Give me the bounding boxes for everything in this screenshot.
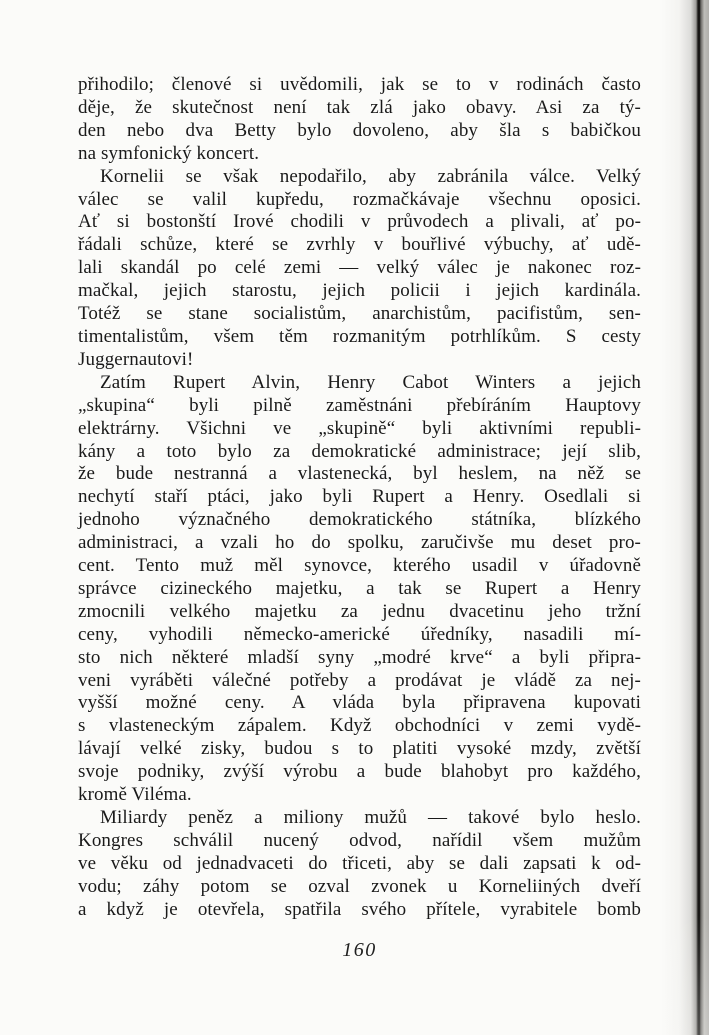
text-line: Ať si bostonští Irové chodili v průvodech a plivali, ať po- (78, 211, 641, 233)
text-line: správce cizineckého majetku, a tak se Rupert a Henry (78, 577, 641, 599)
text-line: vodu; záhy potom se ozval zvonek u Korneliiných dveří (78, 875, 641, 897)
text-line: Totéž se stane socialistům, anarchistům, pacifistům, sen- (78, 303, 641, 325)
text-line: s vlasteneckým zápalem. Když obchodníci v zemi vydě- (78, 715, 641, 737)
text-line: veni vyráběti válečné potřeby a prodávat je vládě za nej- (78, 669, 641, 691)
text-line: „skupina“ byli pilně zaměstnáni přebíráním Hauptovy (78, 394, 641, 416)
text-line: sto nich některé mladší syny „modré krve“ a byli připra- (78, 646, 641, 668)
text-line: válec se valil kupředu, rozmačkávaje všechnu oposici. (78, 188, 641, 210)
text-line: Juggernautovi! (78, 348, 194, 370)
text-line: lali skandál po celé zemi — velký válec je nakonec roz- (78, 257, 641, 279)
paragraph (78, 372, 641, 807)
text-line: děje, že skutečnost není tak zlá jako obavy. Asi za tý- (78, 96, 641, 118)
paragraph (78, 74, 641, 166)
text-line: a když je otevřela, spatřila svého přítele, vyrabitele bomb (78, 898, 641, 920)
text-line: cent. Tento muž měl synovce, kterého usadil v úřadovně (78, 555, 641, 577)
text-line: Miliardy peněz a miliony mužů — takové bylo heslo. (100, 807, 641, 828)
text-line: svoje podniky, zvýší výrobu a bude blahobyt pro každého, (78, 761, 641, 783)
text-block (78, 74, 641, 922)
text-line: Zatím Rupert Alvin, Henry Cabot Winters a jejich (100, 371, 641, 393)
text-line: nechytí staří ptáci, jako byli Rupert a Henry. Osedlali si (78, 486, 641, 508)
text-line: timentalistům, všem těm rozmanitým potrhlíkům. S cesty (78, 325, 641, 347)
text-line: lávají velké zisky, budou s to platiti vysoké mzdy, zvětší (78, 738, 641, 760)
text-line: vyšší možné ceny. A vláda byla připravena kupovati (78, 692, 641, 714)
text-line: řádali schůze, které se zvrhly v bouřlivé výbuchy, ať udě- (78, 234, 641, 256)
text-line: Kornelii se však nepodařilo, aby zabránila válce. Velký (100, 165, 641, 187)
text-line: zmocnili velkého majetku za jednu dvacetinu jeho tržní (78, 600, 641, 622)
text-line: na symfonický koncert. (78, 142, 260, 164)
text-line: elektrárny. Všichni ve „skupině“ byli aktivními republi- (78, 417, 641, 439)
text-line: administraci, a vzali ho do spolku, zaručivše mu deset pro- (78, 532, 641, 554)
text-line: jednoho význačného demokratického státníka, blízkého (78, 509, 641, 531)
paragraph (78, 166, 641, 372)
text-line: ve věku od jednadvaceti do třiceti, aby se dali zapsati k od- (78, 852, 641, 874)
text-line: ceny, vyhodili německo-americké úředníky, nasadili mí- (78, 623, 641, 645)
text-line: že bude nestranná a vlastenecká, byl heslem, na něž se (78, 463, 641, 485)
text-line: Kongres schválil nucený odvod, nařídil všem mužům (78, 829, 641, 851)
page-edge-shadow (661, 0, 709, 1035)
paragraph (78, 807, 641, 922)
text-line: mačkal, jejich starostu, jejich policii i jejich kardinála. (78, 280, 641, 302)
text-line: přihodilo; členové si uvědomili, jak se to v rodinách často (78, 74, 641, 95)
text-line: den nebo dva Betty bylo dovoleno, aby šla s babičkou (78, 119, 641, 141)
text-line: kány a toto bylo za demokratické administrace; její slib, (78, 440, 641, 462)
text-line: kromě Viléma. (78, 784, 192, 806)
page-number: 160 (342, 939, 377, 961)
